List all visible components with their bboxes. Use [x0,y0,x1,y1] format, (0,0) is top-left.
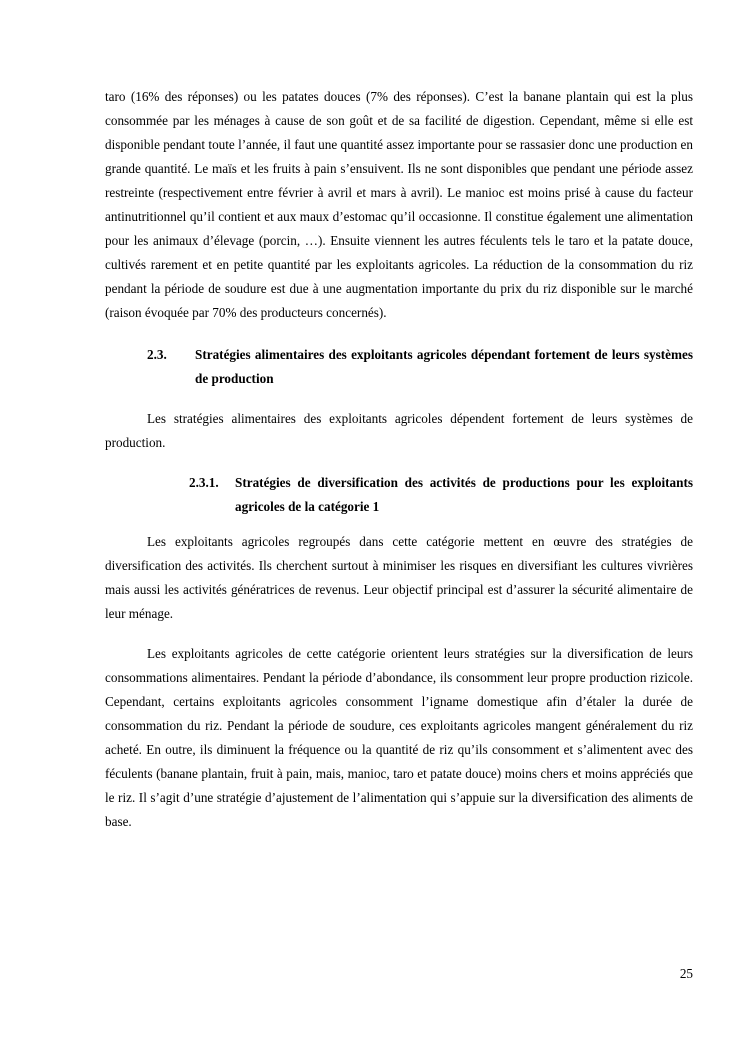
page-content [105,85,693,834]
page-number: 25 [679,966,693,981]
heading-section-2-3-text: Stratégies alimentaires des exploitants agricoles dépendant fortement de leurs systèmes de production [195,347,693,387]
heading-section-2-3-1-text: Stratégies de diversification des activités de productions pour les exploitants agricoles de la catégorie 1 [235,475,693,515]
paragraph-food-diversification: Les exploitants agricoles de cette catégorie orientent leurs stratégies sur la diversification de leurs consommations alimentaires. Pendant la période d’abondance, ils consomment leur propre production rizicole. Cependant, certains exploitants agricoles consomment l’igname domestique afin d’étaler la durée de consommation du riz. Pendant la période de soudure, ces exploitants agricoles mangent généralement du riz acheté. En outre, ils diminuent la fréquence ou la quantité de riz qu’ils consomment et s’alimentent avec des féculents (banane plantain, fruit à pain, mais, manioc, taro et patate douce) moins chers et moins appréciés que le riz. Il s’agit d’une stratégie d’ajustement de l’alimentation qui s’appuie sur la diversification des aliments de base. [105,646,693,830]
heading-section-2-3-1 [105,471,693,519]
paragraph-intro-2-3: Les stratégies alimentaires des exploitants agricoles dépendent fortement de leurs systèmes de production. [105,411,693,451]
heading-section-2-3-number: 2.3. [147,347,167,363]
paragraph-category-1-strategies: Les exploitants agricoles regroupés dans cette catégorie mettent en œuvre des stratégies de diversification des activités. Ils cherchent surtout à minimiser les risques en diversifiant les cultures vivrières mais aussi les activités génératrices de revenus. Leur objectif principal est d’assurer la sécurité alimentaire de leur ménage. [105,534,693,622]
heading-section-2-3 [105,343,693,391]
paragraph-continuation: taro (16% des réponses) ou les patates douces (7% des réponses). C’est la banane plantain qui est la plus consommée par les ménages à cause de son goût et de sa facilité de digestion. Cependant, même si elle est disponible pendant toute l’année, il faut une quantité assez importante pour se rassasier donc une production en grande quantité. Le maïs et les fruits à pain s’ensuivent. Ils ne sont disponibles que pendant une période assez restreinte (respectivement entre février à avril et mars à avril). Le manioc est moins prisé à cause du facteur antinutritionnel qu’il contient et aux maux d’estomac qu’il occasionne. Il constitue également une alimentation pour les animaux d’élevage (porcin, …). Ensuite viennent les autres féculents tels le taro et la patate douce, cultivés rarement et en petite quantité par les exploitants agricoles. La réduction de la consommation du riz pendant la période de soudure est due à une augmentation importante du prix du riz disponible sur le marché (raison évoquée par 70% des producteurs concernés). [105,89,693,321]
heading-section-2-3-1-number: 2.3.1. [189,475,219,491]
